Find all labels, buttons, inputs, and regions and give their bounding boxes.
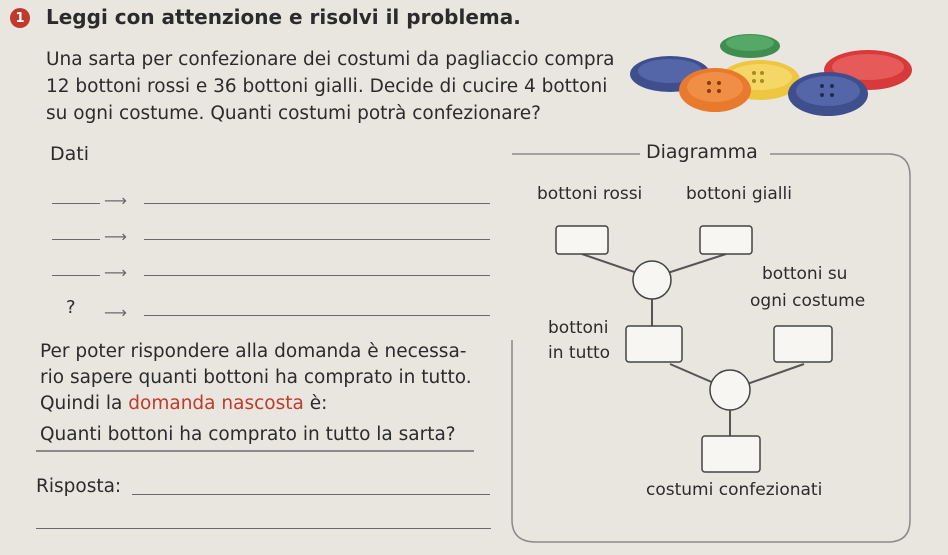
label-costumes-made: costumi confezionati — [646, 480, 823, 500]
box-yellow-buttons[interactable] — [700, 226, 752, 254]
label-total-buttons-1: bottoni — [548, 318, 609, 338]
diagram-title: Diagramma — [646, 141, 758, 163]
answer-label: Risposta: — [36, 476, 122, 497]
dati-label: Dati — [50, 143, 90, 165]
hidden-question: Quanti bottoni ha comprato in tutto la sarta? — [40, 424, 456, 445]
label-buttons-per-costume-1: bottoni su — [762, 264, 848, 284]
problem-line-3: su ogni costume. Quanti costumi potrà confezionare? — [46, 103, 541, 124]
operator-circle-top[interactable] — [633, 261, 671, 299]
reasoning-line-2: rio sapere quanti bottoni ha comprato in tutto. — [40, 367, 472, 388]
question-mark: ? — [66, 297, 76, 318]
label-buttons-per-costume-2: ogni costume — [750, 291, 866, 311]
box-buttons-per-costume[interactable] — [774, 326, 832, 362]
box-total-buttons[interactable] — [626, 326, 682, 362]
arrow-icon: ⟶ — [104, 303, 127, 322]
box-red-buttons[interactable] — [556, 226, 608, 254]
arrow-icon: ⟶ — [104, 263, 127, 282]
exercise-title: Leggi con attenzione e risolvi il problema. — [46, 5, 521, 29]
hidden-question-highlight: domanda nascosta — [128, 393, 304, 414]
problem-line-2: 12 bottoni rossi e 36 bottoni gialli. Decide di cucire 4 bottoni — [46, 76, 608, 97]
problem-line-1: Una sarta per confezionare dei costumi da pagliaccio compra — [46, 49, 615, 70]
label-yellow-buttons: bottoni gialli — [686, 184, 792, 204]
label-red-buttons: bottoni rossi — [537, 184, 643, 204]
reasoning-line-1: Per poter rispondere alla domanda è necessa- — [40, 341, 467, 362]
box-costumes-result[interactable] — [702, 436, 760, 472]
operator-circle-bottom[interactable] — [710, 370, 750, 410]
hidden-prefix: Quindi la — [40, 393, 129, 414]
exercise-number-badge: 1 — [10, 8, 30, 28]
label-total-buttons-2: in tutto — [548, 343, 611, 363]
arrow-icon: ⟶ — [104, 227, 127, 246]
hidden-suffix: è: — [303, 393, 328, 414]
arrow-icon: ⟶ — [104, 191, 127, 210]
